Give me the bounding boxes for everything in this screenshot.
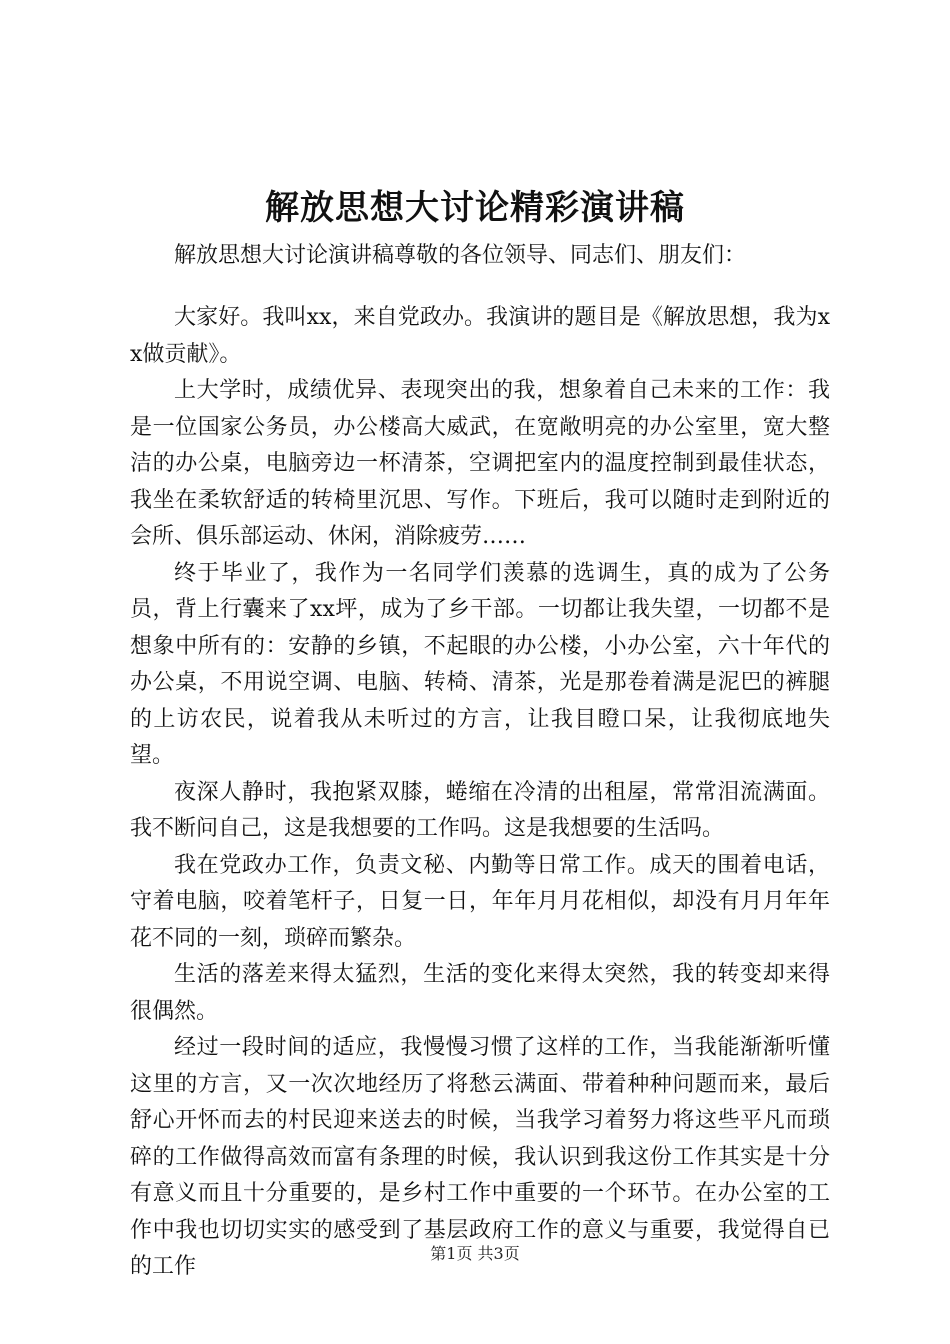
paragraph-1: 大家好。我叫xx，来自党政办。我演讲的题目是《解放思想，我为xx做贡献》。	[130, 305, 830, 367]
document-body	[130, 300, 830, 1286]
paragraph-3: 终于毕业了，我作为一名同学们羡慕的选调生，真的成为了公务员，背上行囊来了xx坪，成为了乡干部。一切都让我失望，一切都不是想象中所有的：安静的乡镇，不起眼的办公楼，小办公室，六十年代的办公桌，不用说空调、电脑、转椅、清茶，光是那卷着满是泥巴的裤腿的上访农民，说着我从未听过的方言，让我目瞪口呆，让我彻底地失望。	[130, 560, 830, 768]
paragraph-2: 上大学时，成绩优异、表现突出的我，想象着自己未来的工作：我是一位国家公务员，办公楼高大威武，在宽敞明亮的办公室里，宽大整洁的办公桌，电脑旁边一杯清茶，空调把室内的温度控制到最佳状态，我坐在柔软舒适的转椅里沉思、写作。下班后，我可以随时走到附近的会所、俱乐部运动、休闲，消除疲劳……	[130, 378, 830, 549]
document-title: 解放思想大讨论精彩演讲稿	[265, 188, 685, 228]
paragraph-4: 夜深人静时，我抱紧双膝，蜷缩在冷清的出租屋，常常泪流满面。我不断问自己，这是我想要的工作吗。这是我想要的生活吗。	[130, 779, 830, 841]
paragraph-5: 我在党政办工作，负责文秘、内勤等日常工作。成天的围着电话，守着电脑，咬着笔杆子，日复一日，年年月月花相似，却没有月月年年花不同的一刻，琐碎而繁杂。	[130, 852, 830, 951]
salutation: 解放思想大讨论演讲稿尊敬的各位领导、同志们、朋友们：	[174, 243, 747, 268]
paragraph-6: 生活的落差来得太猛烈，生活的变化来得太突然，我的转变却来得很偶然。	[130, 962, 830, 1024]
page-number-footer: 第1页 共3页	[430, 1244, 520, 1263]
paragraph-7: 经过一段时间的适应，我慢慢习惯了这样的工作，当我能渐渐听懂这里的方言，又一次次地经历了将愁云满面、带着种种问题而来，最后舒心开怀而去的村民迎来送去的时候，当我学习着努力将这些平凡而琐碎的工作做得高效而富有条理的时候，我认识到我这份工作其实是十分有意义而且十分重要的，是乡村工作中重要的一个环节。在办公室的工作中我也切切实实的感受到了基层政府工作的意义与重要，我觉得自已的工作	[130, 1035, 830, 1279]
